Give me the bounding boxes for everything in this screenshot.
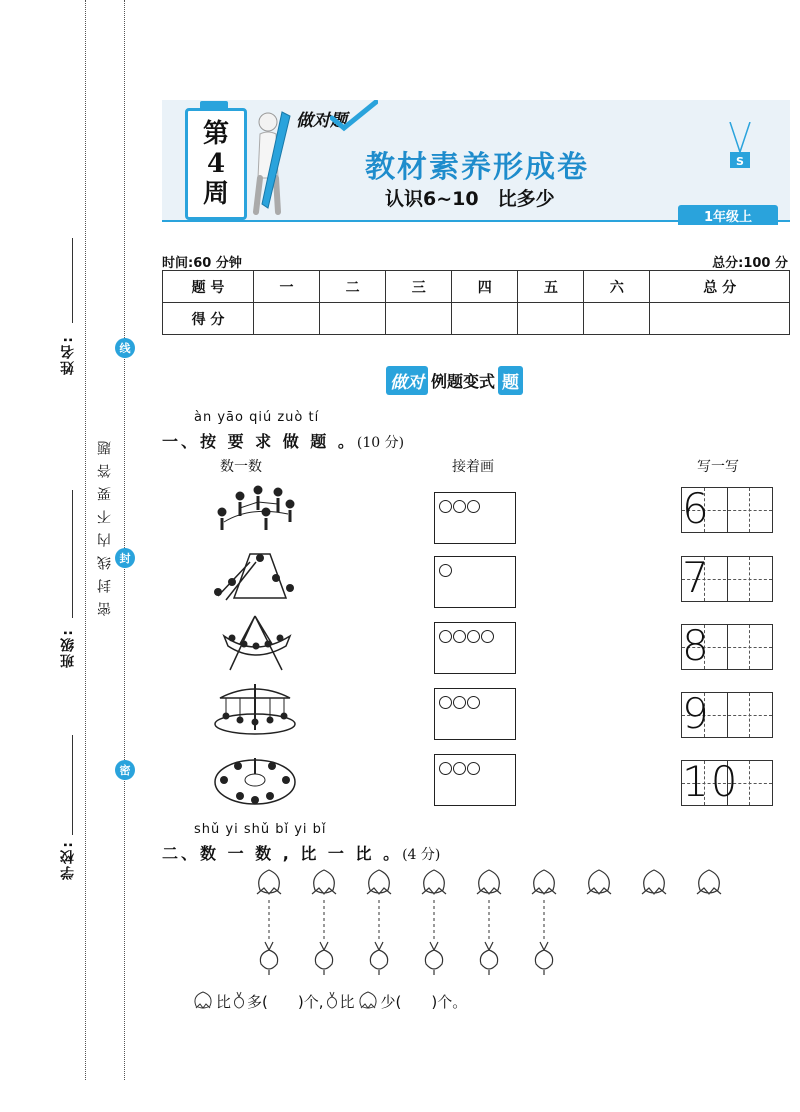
radish-icon <box>535 942 552 975</box>
sample-circles <box>439 564 452 577</box>
q1-col-draw: 接着画 <box>452 459 494 475</box>
score-header-row <box>163 271 790 303</box>
section-tag <box>386 366 523 395</box>
peach-icon <box>697 870 721 894</box>
answer-part-2: 多( <box>247 992 268 1011</box>
writing-grid-6[interactable] <box>681 484 773 533</box>
week-char-2: 4 <box>206 149 226 179</box>
class-underline <box>72 490 73 618</box>
page-title: 教材素养形成卷 <box>365 150 589 185</box>
seal-mi: 密 <box>115 760 135 780</box>
seal-feng: 封 <box>115 548 135 568</box>
score-input-cell[interactable] <box>518 303 584 335</box>
sample-circles <box>439 696 480 709</box>
cup-ride-picture <box>210 752 300 810</box>
time-limit: 时间:60 分钟 <box>162 256 242 271</box>
section-tag-right: 题 <box>498 366 523 395</box>
peach-icon <box>312 870 336 894</box>
radish-icon <box>231 991 247 1011</box>
peach-icon <box>587 870 611 894</box>
radish-icon <box>425 942 442 975</box>
model-number: 9 <box>682 689 709 738</box>
q1-title <box>162 429 404 452</box>
q1-col-count: 数一数 <box>220 459 262 475</box>
q2-pinyin: shǔ yi shǔ bǐ yi bǐ <box>194 822 327 837</box>
brand-logo: 做对题 <box>296 111 347 131</box>
section-tag-middle: 例题变式 <box>431 372 496 391</box>
score-table <box>162 270 790 335</box>
cut-line-inner <box>124 0 125 1080</box>
q2-title-text: 二、数 一 数 , 比 一 比 。 <box>162 844 403 863</box>
carousel-picture <box>210 680 300 738</box>
score-head-cell: 题 号 <box>163 271 254 303</box>
peach-radish-comparison <box>255 868 725 976</box>
q2-answer-line <box>190 990 467 1012</box>
q1-title-text: 一、按 要 求 做 题 。 <box>162 432 357 451</box>
school-underline <box>72 735 73 835</box>
score-input-cell[interactable] <box>320 303 386 335</box>
school-label: 学校: <box>60 840 76 880</box>
score-row-label: 得 分 <box>163 303 254 335</box>
peach-icon <box>355 990 381 1012</box>
radish-icon <box>370 942 387 975</box>
draw-box-2[interactable] <box>434 556 516 608</box>
swing-ship-picture <box>210 614 300 672</box>
sample-circles <box>439 630 494 643</box>
score-input-cell[interactable] <box>254 303 320 335</box>
peach-icon <box>477 870 501 894</box>
writing-grid-8[interactable] <box>681 621 773 670</box>
answer-part-1: 比 <box>216 992 232 1011</box>
q2-title <box>162 841 440 864</box>
page-subtitle: 认识6~10 比多少 <box>385 188 555 210</box>
writing-grid-9[interactable] <box>681 689 773 738</box>
score-head-cell: 总 分 <box>650 271 790 303</box>
q1-points: (10 分) <box>356 435 405 451</box>
model-number: 6 <box>682 484 709 533</box>
radish-icon <box>480 942 497 975</box>
answer-part-6: )个。 <box>431 992 468 1011</box>
draw-box-1[interactable] <box>434 492 516 544</box>
peach-icon <box>367 870 391 894</box>
draw-box-3[interactable] <box>434 622 516 674</box>
score-input-cell[interactable] <box>650 303 790 335</box>
answer-part-5: 少( <box>380 992 402 1011</box>
class-label: 班级: <box>60 628 76 668</box>
writing-grid-7[interactable] <box>681 553 773 602</box>
slide-picture <box>210 548 300 606</box>
peach-icon <box>257 870 281 894</box>
name-underline <box>72 238 73 323</box>
tag-letter: S <box>736 155 744 168</box>
brand-check-icon <box>330 100 378 132</box>
figure-with-pencil-icon <box>238 108 298 218</box>
week-char-3: 周 <box>202 179 229 209</box>
score-value-row <box>163 303 790 335</box>
radish-icon <box>260 942 277 975</box>
draw-box-5[interactable] <box>434 754 516 806</box>
score-input-cell[interactable] <box>386 303 452 335</box>
q1-col-write: 写一写 <box>697 459 739 475</box>
peach-icon <box>642 870 666 894</box>
week-char-1: 第 <box>202 119 229 149</box>
tag-icon <box>726 122 754 172</box>
score-head-cell: 五 <box>518 271 584 303</box>
score-input-cell[interactable] <box>452 303 518 335</box>
q2-points: (4 分) <box>402 847 441 863</box>
score-head-cell: 一 <box>254 271 320 303</box>
peach-icon <box>422 870 446 894</box>
q1-pinyin: àn yāo qiú zuò tí <box>194 410 320 425</box>
radish-icon <box>315 942 332 975</box>
score-head-cell: 三 <box>386 271 452 303</box>
writing-grid-10[interactable] <box>681 757 773 806</box>
answer-part-4: 比 <box>339 992 355 1011</box>
sample-circles <box>439 500 480 513</box>
name-label: 姓名: <box>60 335 76 375</box>
score-head-cell: 六 <box>584 271 650 303</box>
seal-xian: 线 <box>115 338 135 358</box>
model-number: 7 <box>682 553 709 602</box>
section-tag-left: 做对 <box>386 366 428 395</box>
score-head-cell: 二 <box>320 271 386 303</box>
radish-icon <box>324 991 340 1011</box>
kids-circle-picture <box>210 482 300 540</box>
fold-note: 密封线内不要答题 <box>97 432 113 616</box>
grade-badge: 1年级上 <box>678 205 778 225</box>
score-input-cell[interactable] <box>584 303 650 335</box>
model-number: 8 <box>682 621 709 670</box>
peach-icon <box>532 870 556 894</box>
model-number: 10 <box>682 757 740 806</box>
score-head-cell: 四 <box>452 271 518 303</box>
peach-icon <box>190 990 216 1012</box>
answer-part-3: )个, <box>297 992 324 1011</box>
sample-circles <box>439 762 480 775</box>
cut-line-outer <box>85 0 86 1080</box>
draw-box-4[interactable] <box>434 688 516 740</box>
total-score: 总分:100 分 <box>712 256 788 271</box>
